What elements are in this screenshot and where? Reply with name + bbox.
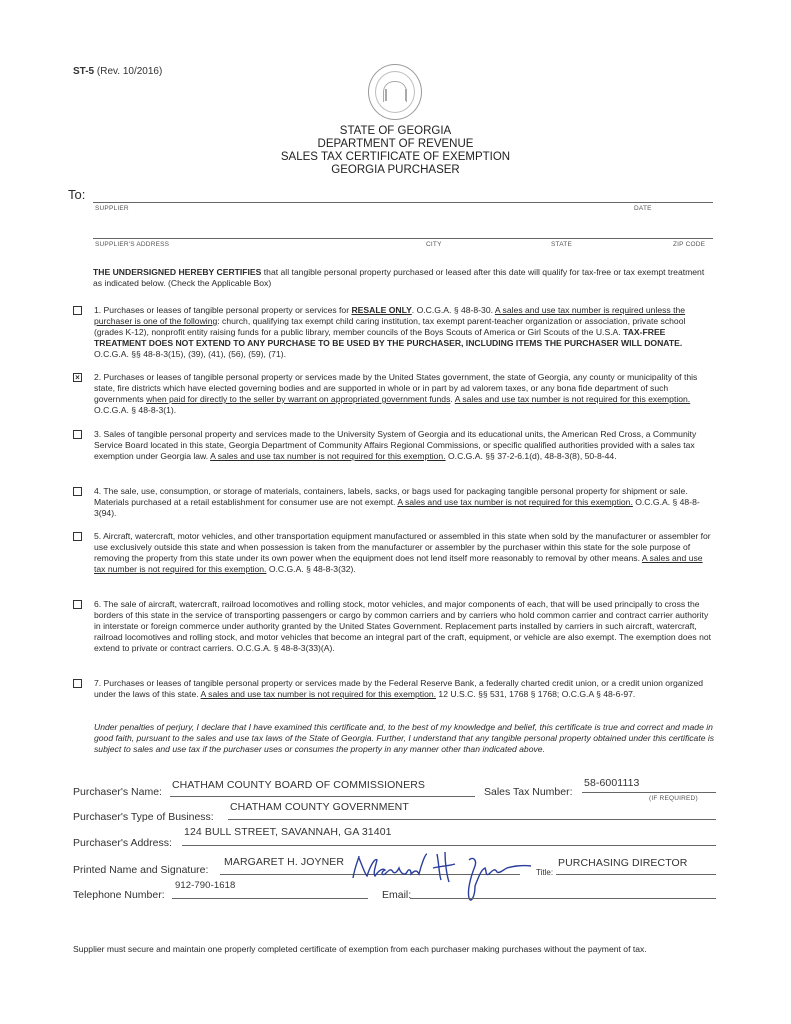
telephone-label: Telephone Number: <box>73 889 165 901</box>
title-line-certificate: SALES TAX CERTIFICATE OF EXEMPTION <box>280 151 511 163</box>
checkbox-7[interactable] <box>73 679 82 688</box>
exemption-text-run: A sales and use tax number is required unless the purchaser is one of the following <box>94 305 686 326</box>
supplier-address-field[interactable] <box>95 224 695 238</box>
exemption-item-6 <box>73 599 713 654</box>
form-revision: (Rev. 10/2016) <box>96 66 163 77</box>
checkbox-6[interactable] <box>73 600 82 609</box>
exemption-text-run: : church, qualifying tax exempt child caring institution, tax exempt parent-teacher organization or association, private school (grades K-12), nonprofit entity raising funds for a public library, member councils of the Boys Scouts of America or Girl Scouts of the U.S.A. <box>94 316 686 337</box>
exemption-text-1 <box>94 305 713 360</box>
exemption-text-run: A sales and use tax number is not required for this exemption. <box>454 394 691 404</box>
state-label: STATE <box>551 241 572 248</box>
business-type-field[interactable]: CHATHAM COUNTY GOVERNMENT <box>230 801 409 813</box>
exemption-item-5 <box>73 531 713 575</box>
purchaser-name-label: Purchaser's Name: <box>73 786 162 798</box>
exemption-text-run: 2. Purchases or leases of tangible personal property or services made by the United States government, the state of Georgia, any county or municipality of this state, fire districts which have elected governing bodies and are supported in whole or in part by ad valorem taxes, or any bona fide department of such governments <box>94 372 698 404</box>
supplier-label: SUPPLIER <box>95 205 129 212</box>
exemption-text-run: 7. Purchases or leases of tangible personal property or services made by the Federal Reserve Bank, a federally charted credit union, or a credit union organized under the laws of this state. <box>94 678 704 699</box>
exemption-item-1 <box>73 305 713 360</box>
sales-tax-number-label: Sales Tax Number: <box>484 786 573 798</box>
title-line-state: STATE OF GEORGIA <box>339 125 452 137</box>
checkbox-1[interactable] <box>73 306 82 315</box>
exemption-text-2 <box>94 372 713 416</box>
exemption-text-run: . O.C.G.A. § 48-8-30. <box>411 305 495 315</box>
exemption-text-run: A sales and use tax number is not required for this exemption. <box>200 689 437 699</box>
checkbox-3[interactable] <box>73 430 82 439</box>
title-line-department: DEPARTMENT OF REVENUE <box>317 138 474 150</box>
exemption-text-run: O.C.G.A. §§ 48-8-3(15), (39), (41), (56), (59), (71). <box>94 349 286 359</box>
signature-icon <box>345 846 535 906</box>
business-type-line <box>228 819 716 820</box>
city-label: CITY <box>426 241 442 248</box>
exemption-text-run: 3. Sales of tangible personal property and services made to the University System of Georgia and its educational units, the American Red Cross, a Community Service Board located in this state, Georgia Department of Community Affairs Regional Commissions, or specific qualified authorities provided with a sales tax exemption under Georgia law. <box>94 429 697 461</box>
printed-name-field[interactable]: MARGARET H. JOYNER <box>224 856 345 868</box>
title-line <box>556 874 716 875</box>
telephone-field[interactable]: 912-790-1618 <box>175 880 236 891</box>
purchaser-address-label: Purchaser's Address: <box>73 837 172 849</box>
form-code: ST-5 <box>73 66 95 77</box>
supplier-field[interactable] <box>95 188 695 202</box>
supplier-address-label: SUPPLIER'S ADDRESS <box>95 241 170 248</box>
telephone-line <box>172 898 368 899</box>
exemption-item-7 <box>73 678 713 700</box>
exemption-text-7 <box>94 678 713 700</box>
exemption-text-run: A sales and use tax number is not required for this exemption. <box>397 497 633 507</box>
email-label: Email: <box>382 889 412 901</box>
exemption-text-run: RESALE ONLY <box>351 305 412 315</box>
exemption-text-6 <box>94 599 713 654</box>
business-type-label: Purchaser's Type of Business: <box>73 811 214 823</box>
checkbox-4[interactable] <box>73 487 82 496</box>
georgia-seal-icon <box>368 64 422 120</box>
exemption-text-run: O.C.G.A. § 48-8-3(32). <box>266 564 356 574</box>
exemption-text-run: O.C.G.A. §§ 37-2-6.1(d), 48-8-3(8), 50-8-44. <box>445 451 617 461</box>
exemption-item-4 <box>73 486 713 519</box>
exemption-text-run: 4. The sale, use, consumption, or storage of materials, containers, labels, sacks, or bags used for packaging tangible personal property for shipment or sale. Materials purchased at a retail establishment for consumer use are not exempt. <box>94 486 688 507</box>
exemption-text-run: O.C.G.A. § 48-8-3(94). <box>94 497 700 518</box>
exemption-text-run: 1. Purchases or leases of tangible personal property or services for <box>94 305 352 315</box>
checkbox-2[interactable]: × <box>73 373 82 382</box>
sales-tax-number-line <box>582 792 716 793</box>
form-id <box>73 66 162 77</box>
checkbox-5[interactable] <box>73 532 82 541</box>
title-line-purchaser: GEORGIA PURCHASER <box>331 164 460 176</box>
exemption-text-run: . <box>450 394 455 404</box>
address-line <box>93 238 713 239</box>
purchaser-name-field[interactable]: CHATHAM COUNTY BOARD OF COMMISSIONERS <box>172 779 425 791</box>
exemption-text-run: O.C.G.A. § 48-8-3(1). <box>94 405 177 415</box>
exemption-text-run: A sales and use tax number is not required for this exemption. <box>94 553 703 574</box>
date-label: DATE <box>634 205 652 212</box>
footer-note: Supplier must secure and maintain one properly completed certificate of exemption from each purchaser making purchases without the payment of tax. <box>73 944 647 954</box>
exemption-text-4 <box>94 486 713 519</box>
certification-text: that all tangible personal property purchased or leased after this date will qualify for tax-free or tax exempt treatment as indicated below. (Check the Applicable Box) <box>93 267 705 288</box>
printed-name-label: Printed Name and Signature: <box>73 864 209 876</box>
page-title <box>0 125 791 177</box>
exemption-text-run: 12 U.S.C. §§ 531, 1768 § 1768; O.C.G.A § 48-6-97. <box>436 689 636 699</box>
exemption-item-3 <box>73 429 713 462</box>
certification-statement <box>93 267 715 289</box>
exemption-text-run: 5. Aircraft, watercraft, motor vehicles, and other transportation equipment manufactured or assembled in this state when sold by the manufacturer or assembler for use exclusively outside this state and when possession is taken from the manufacturer or assembler by the purchaser within this state for the sole purpose of removing the property from this state under its own power when the equipment does not lend itself more reasonably to removal by other means. <box>94 531 711 563</box>
zip-label: ZIP CODE <box>673 241 706 248</box>
title-label: Title: <box>536 868 554 877</box>
title-field[interactable]: PURCHASING DIRECTOR <box>558 857 688 869</box>
exemption-text-run: when paid for directly to the seller by warrant on appropriated government funds <box>146 394 451 404</box>
exemption-text-run: 6. The sale of aircraft, watercraft, railroad locomotives and rolling stock, motor vehicles, and major components of each, that will be used principally to cross the borders of this state in the service of transporting passengers or cargo by common carriers and by carriers who hold common carrier and contract carrier authority in interstate or foreign commerce under authority granted by the United States Government. Replacement parts installed by carriers in such aircraft, watercraft, railroad locomotives and rolling stock, and motor vehicles that become an integral part of the craft, equipment, or vehicle are also exempt. The exemption does not extend to private or contract carriers. O.C.G.A. § 48-8-3(33)(A). <box>94 599 712 653</box>
exemption-item-2 <box>73 372 713 416</box>
exemption-text-run: TAX-FREE TREATMENT DOES NOT EXTEND TO ANY PURCHASE TO BE USED BY THE PURCHASER, INCLUDING ITEMS THE PURCHASER WILL DONATE. <box>94 327 683 348</box>
certification-lead: THE UNDERSIGNED HEREBY CERTIFIES <box>93 267 262 277</box>
exemption-text-5 <box>94 531 713 575</box>
email-line <box>410 898 716 899</box>
supplier-line <box>93 202 713 203</box>
exemption-text-run: A sales and use tax number is not required for this exemption. <box>210 451 446 461</box>
purchaser-address-field[interactable]: 124 BULL STREET, SAVANNAH, GA 31401 <box>184 826 392 838</box>
to-label: To: <box>68 187 86 202</box>
if-required-note: (IF REQUIRED) <box>649 795 698 802</box>
perjury-statement: Under penalties of perjury, I declare that I have examined this certificate and, to the best of my knowledge and belief, this certificate is true and correct and made in good faith, pursuant to the sales and use tax laws of the State of Georgia. Further, I understand that any tangible personal property obtained under this certificate is subject to sales and use tax if the purchaser uses or consumes the property in any manner other than indicated above. <box>94 722 715 754</box>
purchaser-name-line <box>170 796 475 797</box>
sales-tax-number-field[interactable]: 58-6001113 <box>584 777 640 789</box>
exemption-text-3 <box>94 429 713 462</box>
